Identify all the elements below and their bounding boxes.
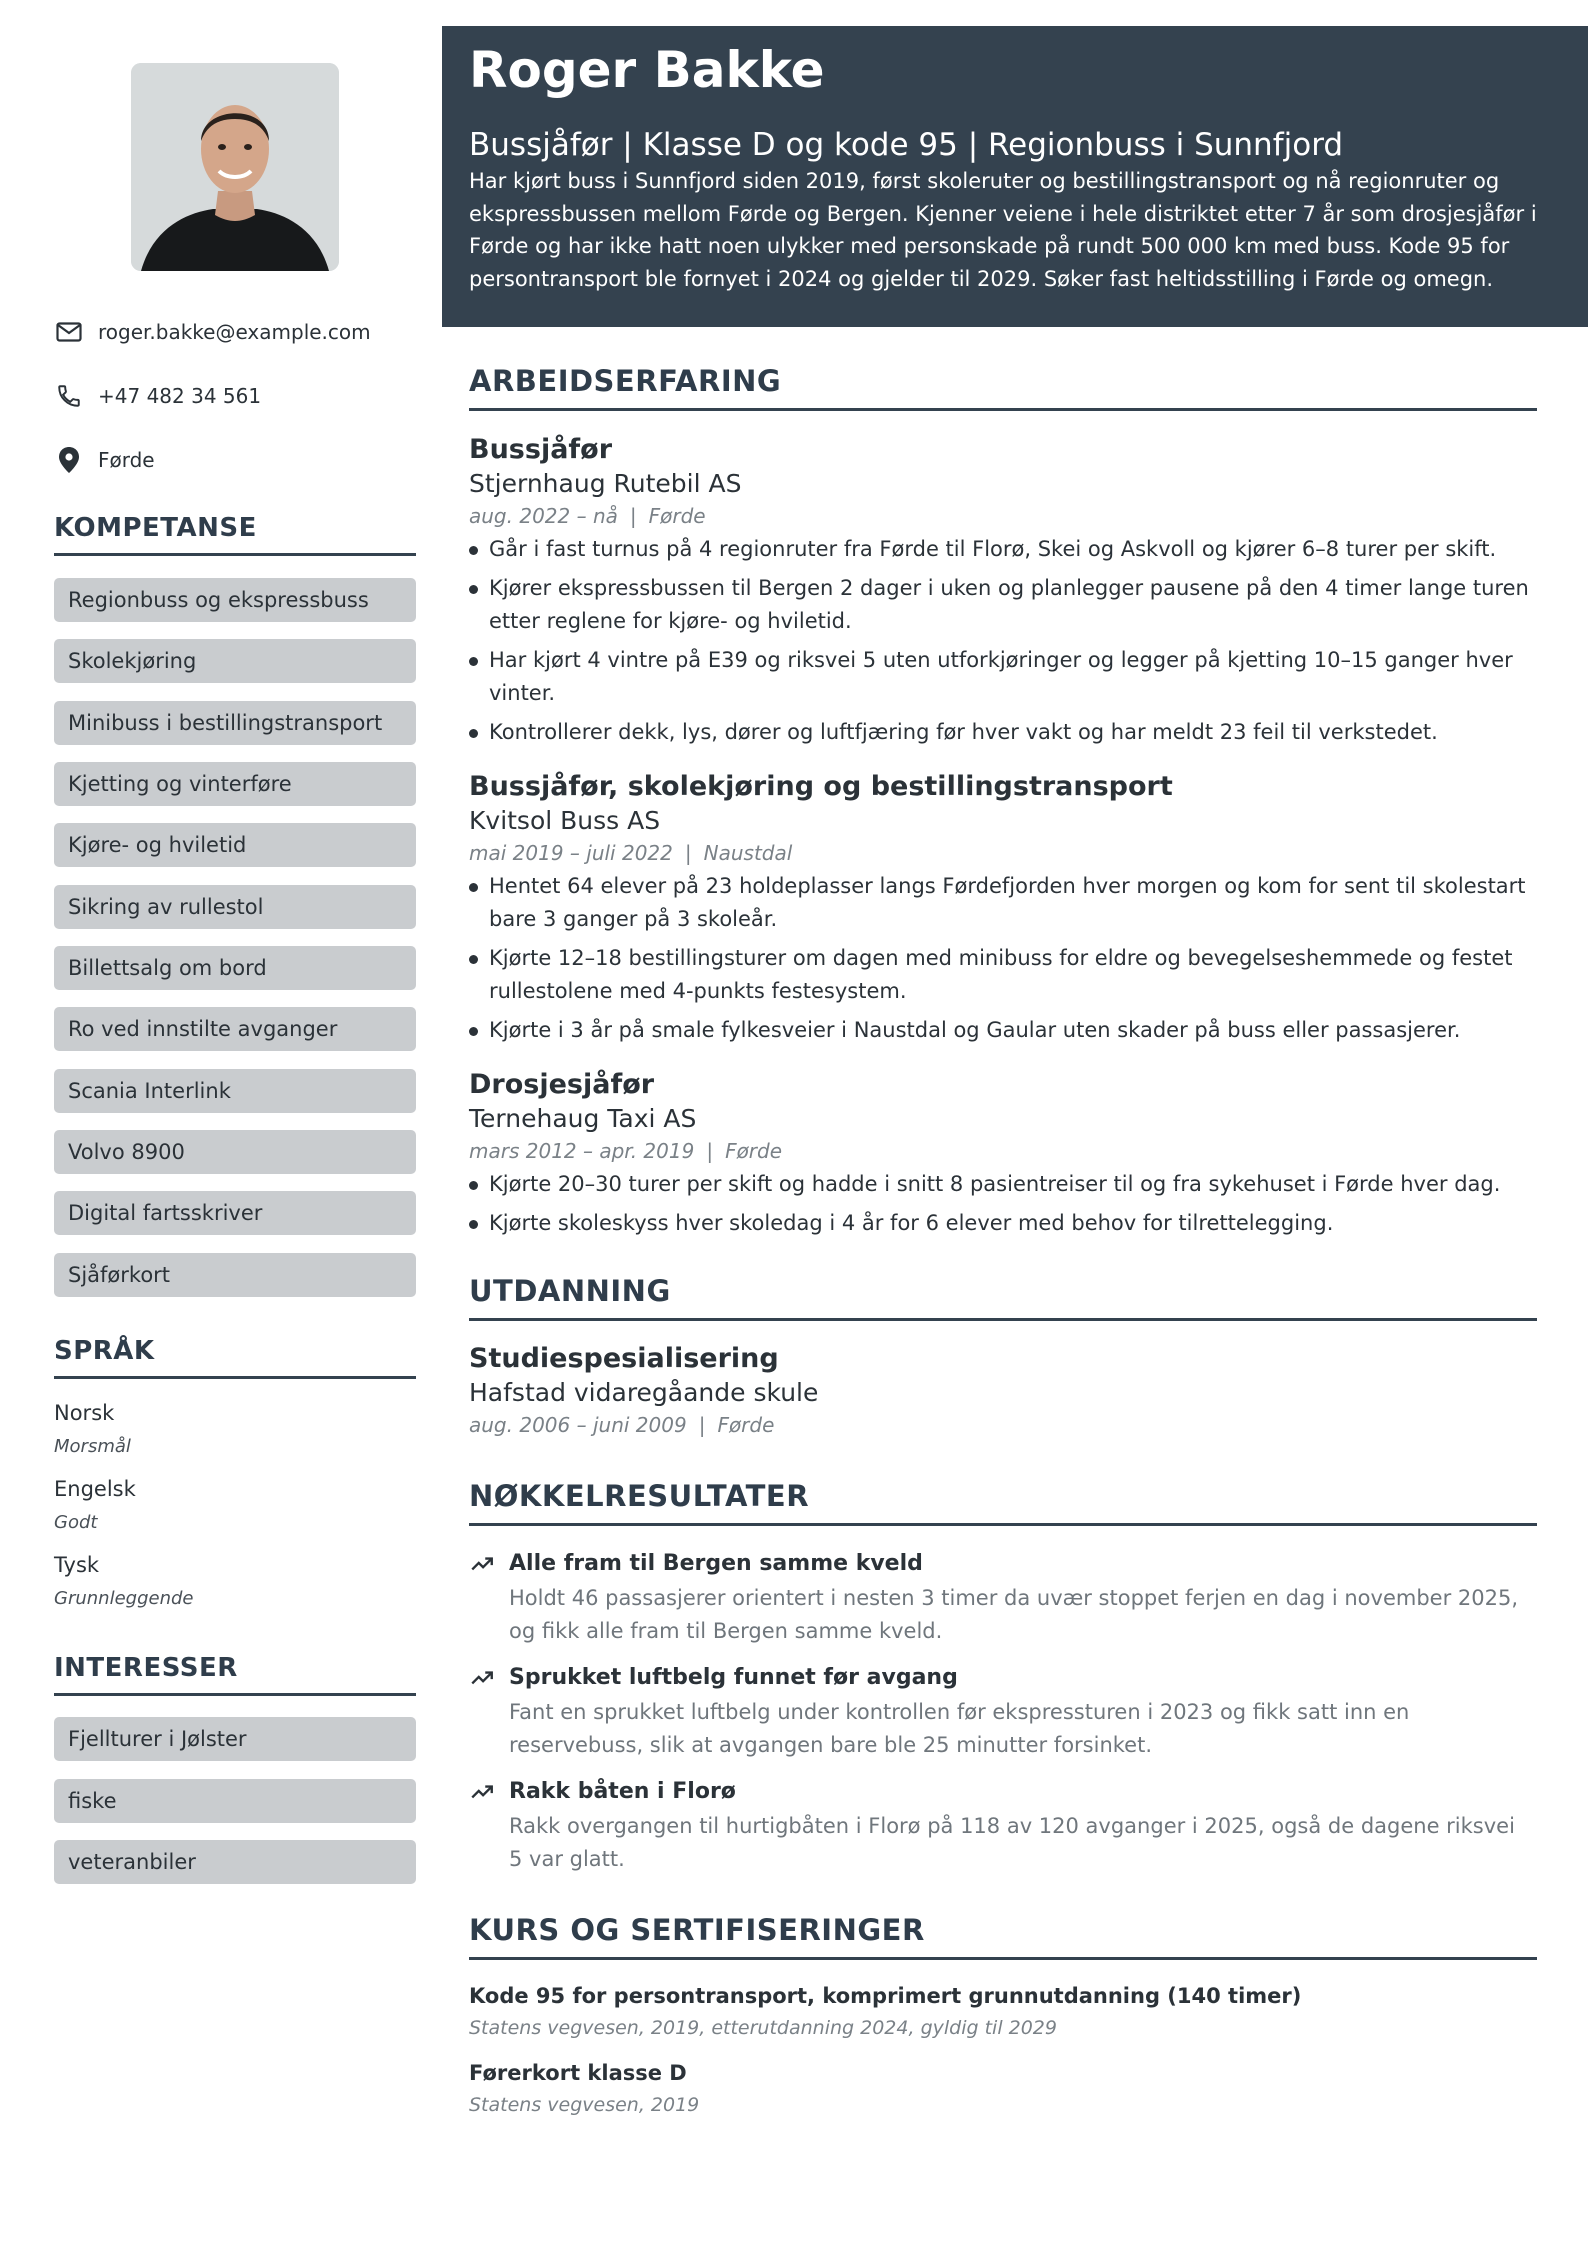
job-bullets	[469, 533, 1537, 755]
course-meta: Statens vegvesen, 2019	[469, 2094, 700, 2116]
languages-heading: SPRÅK	[54, 1336, 416, 1379]
skill-tag: Sjåførkort	[54, 1253, 416, 1297]
achievements-heading: NØKKELRESULTATER	[469, 1479, 1537, 1526]
education-meta	[469, 1413, 774, 1437]
language-name: Tysk	[54, 1553, 100, 1577]
experience-heading: ARBEIDSERFARING	[469, 364, 1537, 411]
email-icon	[54, 317, 84, 347]
person-summary: Har kjørt buss i Sunnfjord siden 2019, først skoleruter og bestillingstransport og nå regionruter og ekspressbussen mellom Førde og Bergen. Kjenner veiene i hele distriktet etter 7 år som drosjesjåfør i Førde og har ikke hatt noen ulykker med personskade på rundt 500 000 km med buss. Kode 95 for persontransport ble fornyet i 2024 og gjelder til 2029. Søker fast heltidsstilling i Førde og omegn.	[469, 169, 1537, 291]
bullet-dot	[469, 1181, 478, 1190]
course-title: Førerkort klasse D	[469, 2061, 687, 2085]
course-title: Kode 95 for persontransport, komprimert grunnutdanning (140 timer)	[469, 1984, 1302, 2008]
education-heading: UTDANNING	[469, 1274, 1537, 1321]
person-headline: Bussjåfør | Klasse D og kode 95 | Regionbuss i Sunnfjord	[469, 127, 1344, 163]
skill-tag: Regionbuss og ekspressbuss	[54, 578, 416, 622]
trending-up-icon	[469, 1665, 497, 1693]
email-text[interactable]: roger.bakke@example.com	[98, 320, 371, 344]
person-name: Roger Bakke	[469, 41, 825, 99]
interest-tag: fiske	[54, 1779, 416, 1823]
skill-tag: Skolekjøring	[54, 639, 416, 683]
bullet-text: Kjørte 20–30 turer per skift og hadde i snitt 8 pasientreiser til og fra sykehuset i Førde hver dag.	[489, 1172, 1501, 1196]
achievement-description: Holdt 46 passasjerer orientert i nesten 3 timer da uvær stoppet ferjen en dag i november 2025, og fikk alle fram til Bergen samme kveld.	[509, 1586, 1519, 1643]
bullet-text: Kjørte skoleskyss hver skoledag i 4 år for 6 elever med behov for tilrettelegging.	[489, 1211, 1334, 1235]
job-title: Bussjåfør	[469, 434, 613, 465]
skill-tag: Billettsalg om bord	[54, 946, 416, 990]
education-place: Førde	[717, 1413, 775, 1437]
trending-up-icon	[469, 1551, 497, 1579]
achievement-title: Sprukket luftbelg funnet før avgang	[509, 1665, 958, 1690]
job-place: Naustdal	[703, 841, 793, 865]
job-bullets	[469, 870, 1537, 1053]
bullet-dot	[469, 657, 478, 666]
job-period: mai 2019 – juli 2022	[469, 841, 673, 865]
language-level: Morsmål	[54, 1436, 131, 1457]
achievement-title: Alle fram til Bergen samme kveld	[509, 1551, 923, 1576]
bullet-text: Kjørte 12–18 bestillingsturer om dagen med minibuss for eldre og bevegelseshemmede og festet rullestolene med 4-punkts festesystem.	[489, 946, 1513, 1003]
bullet-dot	[469, 883, 478, 892]
language-name: Norsk	[54, 1401, 115, 1425]
bullet-dot	[469, 1220, 478, 1229]
bullet-text: Kjørte i 3 år på smale fylkesveier i Naustdal og Gaular uten skader på buss eller passasjerer.	[489, 1018, 1461, 1042]
skill-tag: Volvo 8900	[54, 1130, 416, 1174]
phone-icon	[54, 381, 84, 411]
bullet-dot	[469, 546, 478, 555]
bullet-dot	[469, 585, 478, 594]
skill-tag: Sikring av rullestol	[54, 885, 416, 929]
job-place: Førde	[648, 504, 706, 528]
skill-tag: Kjetting og vinterføre	[54, 762, 416, 806]
job-meta	[469, 841, 792, 865]
location-text: Førde	[98, 448, 155, 472]
meta-separator: |	[698, 1413, 706, 1437]
skill-tag: Ro ved innstilte avganger	[54, 1007, 416, 1051]
job-title: Drosjesjåfør	[469, 1069, 655, 1100]
bullet-text: Kjører ekspressbussen til Bergen 2 dager i uken og planlegger pausene på den 4 timer lange turen etter reglene for kjøre- og hviletid.	[489, 576, 1529, 633]
job-company: Stjernhaug Rutebil AS	[469, 469, 742, 498]
job-title: Bussjåfør, skolekjøring og bestillingstransport	[469, 771, 1173, 802]
list-item	[469, 572, 1537, 638]
course-meta: Statens vegvesen, 2019, etterutdanning 2024, gyldig til 2029	[469, 2017, 1057, 2039]
bullet-dot	[469, 955, 478, 964]
list-item	[469, 1207, 1537, 1240]
courses-heading: KURS OG SERTIFISERINGER	[469, 1913, 1537, 1960]
bullet-text: Kontrollerer dekk, lys, dører og luftfjæring før hver vakt og har meldt 23 feil til verkstedet.	[489, 720, 1438, 744]
phone-text[interactable]: +47 482 34 561	[98, 384, 262, 408]
language-name: Engelsk	[54, 1477, 136, 1501]
education-period: aug. 2006 – juni 2009	[469, 1413, 687, 1437]
job-meta	[469, 1139, 782, 1163]
list-item	[469, 870, 1537, 936]
language-level: Godt	[54, 1512, 98, 1533]
location-pin-icon	[54, 445, 84, 475]
list-item	[469, 942, 1537, 1008]
header-banner	[442, 26, 1588, 327]
skill-tag: Scania Interlink	[54, 1069, 416, 1113]
bullet-dot	[469, 1027, 478, 1036]
meta-separator: |	[684, 841, 692, 865]
meta-separator: |	[629, 504, 637, 528]
interests-heading: INTERESSER	[54, 1653, 416, 1696]
contact-location	[54, 445, 416, 475]
job-company: Ternehaug Taxi AS	[469, 1104, 697, 1133]
list-item	[469, 1014, 1537, 1047]
list-item	[469, 533, 1537, 566]
contact-phone[interactable]	[54, 381, 416, 411]
bullet-text: Har kjørt 4 vintre på E39 og riksvei 5 uten utforkjøringer og legger på kjetting 10–15 ganger hver vinter.	[489, 648, 1513, 705]
skill-tag: Minibuss i bestillingstransport	[54, 701, 416, 745]
interest-tag: Fjellturer i Jølster	[54, 1717, 416, 1761]
skill-tag: Kjøre- og hviletid	[54, 823, 416, 867]
contact-email[interactable]	[54, 317, 416, 347]
list-item	[469, 1168, 1537, 1201]
job-bullets	[469, 1168, 1537, 1246]
bullet-text: Hentet 64 elever på 23 holdeplasser langs Førdefjorden hver morgen og kom for sent til skolestart bare 3 ganger på 3 skoleår.	[489, 874, 1526, 931]
bullet-dot	[469, 729, 478, 738]
job-place: Førde	[725, 1139, 783, 1163]
list-item	[469, 716, 1537, 749]
list-item	[469, 644, 1537, 710]
achievement-title: Rakk båten i Florø	[509, 1779, 736, 1804]
profile-photo	[131, 63, 339, 271]
skill-tag: Digital fartsskriver	[54, 1191, 416, 1235]
achievement-description: Rakk overgangen til hurtigbåten i Florø på 118 av 120 avganger i 2025, også de dagene riksvei 5 var glatt.	[509, 1814, 1515, 1871]
achievement-description: Fant en sprukket luftbelg under kontrollen før ekspressturen i 2023 og fikk satt inn en reservebuss, slik at avgangen bare ble 25 minutter forsinket.	[509, 1700, 1410, 1757]
job-period: aug. 2022 – nå	[469, 504, 618, 528]
education-school: Hafstad vidaregåande skule	[469, 1378, 819, 1407]
bullet-text: Går i fast turnus på 4 regionruter fra Førde til Florø, Skei og Askvoll og kjører 6–8 turer per skift.	[489, 537, 1497, 561]
meta-separator: |	[706, 1139, 714, 1163]
trending-up-icon	[469, 1779, 497, 1807]
language-level: Grunnleggende	[54, 1588, 194, 1609]
job-meta	[469, 504, 706, 528]
interest-tag: veteranbiler	[54, 1840, 416, 1884]
skills-heading: KOMPETANSE	[54, 513, 416, 556]
job-period: mars 2012 – apr. 2019	[469, 1139, 695, 1163]
job-company: Kvitsol Buss AS	[469, 806, 661, 835]
education-title: Studiespesialisering	[469, 1343, 779, 1374]
